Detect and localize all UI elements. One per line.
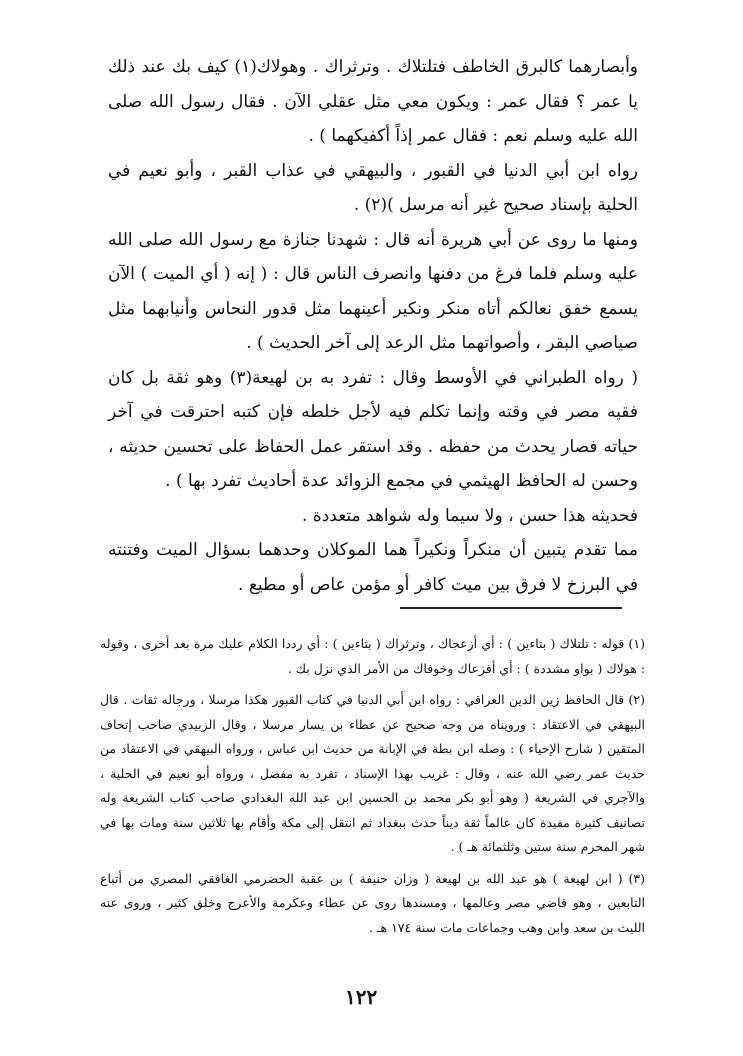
paragraph-abu-hurayra-hadith: ومنها ما روى عن أبي هريرة أنه قال : شهدنا جنازة مع رسول الله صلى الله عليه وسلم فلما فرغ من دفنها وانصرف الناس قال : ( إنه ( أي الميت ) الآن يسمع خفق نعالكم أتاه منكر ونكير أعينهما مثل قدور النحاس وأنيابهما مثل صياصي البقر ، وأصواتهما مثل الرعد إلى آخر الحديث ) .	[108, 229, 638, 353]
paragraph-hadith-grading: فحديثه هذا حسن ، ولا سيما وله شواهد متعددة .	[301, 505, 638, 526]
paragraph-hadith-ending: وأبصارهما كالبرق الخاطف فتلتلاك . وترثراك . وهولاك(١) كيف بك عند ذلك يا عمر ؟ فقال عمر : ويكون معي مثل عقلي الآن . فقال رسول الله صلى الله عليه وسلم نعم : فقال عمر إذاً أكفيكهما ) .	[108, 57, 639, 146]
paragraph-conclusion: مما تقدم يتبين أن منكراً ونكيراً هما الموكلان وحدهما بسؤال الميت وفتنته في البرزخ لا فرق بين ميت كافر أو مؤمن عاص أو مطيع .	[108, 540, 638, 595]
paragraph-tabarani-narration: ( رواه الطبراني في الأوسط وقال : تفرد به بن لهيعة(٣) وهو ثقة بل كان فقيه مصر في وقته وإنما تكلم فيه لأجل خلطه فإن كتبه احترقت في آخر حياته فصار يحدث من حفظه . وقد استقر عمل الحفاظ على تحسين حديثه ، وحسن له الحافظ الهيثمي في مجمع الزوائد عدة أحاديث تفرد بها ) .	[108, 367, 638, 491]
paragraph-narration-source: رواه ابن أبي الدنيا في القبور ، والبيهقي في عذاب القبر ، وأبو نعيم في الحلية بإسناد صحيح غير أنه مرسل )(٢) .	[108, 160, 638, 215]
page-number: ١٢٢	[345, 985, 378, 1009]
footnote-2: (٢) قال الحافظ زين الدين العراقي : رواه ابن أبي الدنيا في كتاب القبور هكذا مرسلا ، ورجاله ثقات . قال البيهقي في الاعتقاد : ورويناه من وجه صحيح عن عطاء بن يسار مرسلا ، وقال الزبيدي صاحب إتحاف المتقين ( شارح الإحياء ) : وصله ابن بطة في الإبانة من حديث ابن عباس ، ورواه البيهقي في الاعتقاد من حديث عمر رضي الله عنه ، وقال : غريب بهذا الإسناد ، تفرد به مفضل ، ورواه أبو نعيم في الحلية ، والآجري في الشريعة ( وهو أبو بكر محمد بن الحسين ابن عبد الله البغدادي صاحب كتاب الشريعة وله تصانيف كثيرة مفيدة كان عالماً ثقة ديناً حدث ببغداد ثم انتقل إلى مكة وأقام بها ثلاثين سنة ومات بها في شهر المحرم سنة ستين وثلثمائة هـ ) .	[100, 692, 645, 854]
footnote-divider	[400, 607, 622, 609]
footnotes-block	[100, 632, 645, 947]
footnote-3: (٣) ( ابن لهيعة ) هو عبد الله بن لهيعة ( وزان حنيفة ) بن عقبة الحضرمي الغافقي المصري من أتباع التابعين ، وهو قاضي مصر وعالمها ، ومسندها روى عن عطاء وعكرمة والأعرج وخلق كثير ، وروى عنه الليث بن سعد وابن وهب وجماعات مات سنة ١٧٤ هـ .	[100, 870, 645, 935]
footnote-1: (١) قوله : تلتلاك ( بتاءين ) : أي أزعجاك ، وترثراك ( بثاءين ) : أي رددا الكلام عليك مرة بعد أخرى ، وقوله : هولاك ( بواو مشددة ) : أي أفزعاك وخوفاك من الأمر الذي نزل بك .	[100, 636, 645, 676]
main-text-block	[108, 50, 638, 602]
